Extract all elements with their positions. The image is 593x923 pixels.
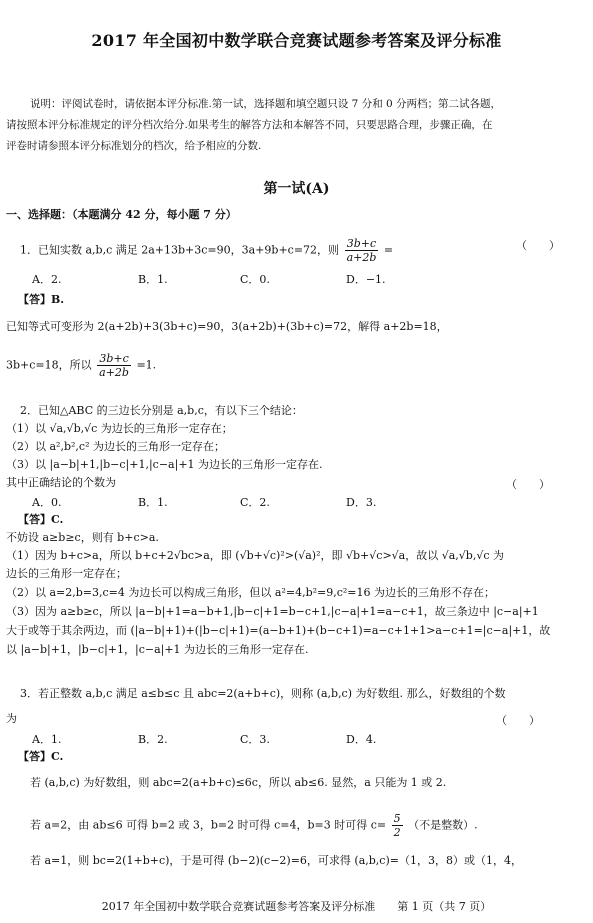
fraction-denominator: 2 xyxy=(393,826,401,839)
part-heading: 一、选择题：（本题满分 42 分，每小题 7 分） xyxy=(6,208,237,221)
q3-choice-d: D．4. xyxy=(346,733,377,746)
solution-2-result: =1. xyxy=(136,358,157,372)
question-1-text: 1．已知实数 a,b,c 满足 2a+13b+3c=90，3a+9b+c=72，则 xyxy=(20,243,340,257)
fraction-numerator: 5 xyxy=(393,812,401,825)
question-2-claim-1: （1）以 √a,√b,√c 为边长的三角形一定存在； xyxy=(6,422,233,435)
section-title: 第一试(A) xyxy=(263,181,330,197)
q2-choice-b: B．1. xyxy=(138,496,168,509)
scoring-note-line-2: 请按照本评分标准规定的评分档次给分.如果考生的解答方法和本解答不同，只要思路合理，步骤正确，在 xyxy=(6,119,493,131)
fraction-denominator: a+2b xyxy=(99,366,129,379)
solution-2-text: 若 a=2，由 ab≤6 可得 b=2 或 3，b=2 时可得 c=4，b=3 时可得 c= xyxy=(30,818,387,832)
question-1-answer-blank: （ ） xyxy=(516,239,560,252)
q2-choice-a: A．0. xyxy=(32,496,62,509)
q3-choice-b: B．2. xyxy=(138,733,168,746)
question-2-solution-3b: 大于或等于其余两边，而 (|a−b|+1)+(|b−c|+1)=(a−b+1)+(b−c+1)=a−c+1+1>a−c+1=|c−a|+1，故 xyxy=(6,624,551,637)
question-3-stem-2: 为 xyxy=(6,712,17,725)
q1-choice-b: B．1. xyxy=(138,273,168,286)
question-1-solution-1: 已知等式可变形为 2(a+2b)+3(3b+c)=90，3(a+2b)+(3b+c)=72，解得 a+2b=18， xyxy=(6,320,448,333)
question-3-solution-1: 若 (a,b,c) 为好数组，则 abc=2(a+b+c)≤6c，所以 ab≤6. 显然，a 只能为 1 或 2. xyxy=(30,776,447,789)
solution-2-text: 3b+c=18，所以 xyxy=(6,358,92,372)
question-2-solution-1: （1）因为 b+c>a，所以 b+c+2√bc>a，即 (√b+√c)²>(√a)²，即 √b+√c>√a，故以 √a,√b,√c 为 xyxy=(6,549,505,562)
question-3-answer: 【答】C. xyxy=(18,750,64,763)
q2-choice-d: D．3. xyxy=(346,496,377,509)
question-1-solution-2 xyxy=(6,352,156,379)
question-2-solution-3c: 以 |a−b|+1，|b−c|+1，|c−a|+1 为边长的三角形一定存在. xyxy=(6,643,309,656)
question-2-answer: 【答】C. xyxy=(18,513,64,526)
question-2-claim-3: （3）以 |a−b|+1,|b−c|+1,|c−a|+1 为边长的三角形一定存在. xyxy=(6,458,323,471)
fraction-numerator: 3b+c xyxy=(97,352,131,366)
q1-choice-d: D．−1. xyxy=(346,273,386,286)
question-2-solution-2: （2）以 a=2,b=3,c=4 为边长可以构成三角形，但以 a²=4,b²=9,c²=16 为边长的三角形不存在； xyxy=(6,586,496,599)
solution-2-fraction xyxy=(392,812,403,839)
question-3-solution-3: 若 a=1，则 bc=2(1+b+c)，于是可得 (b−2)(c−2)=6，可求得 (a,b,c)=（1，3，8）或（1，4， xyxy=(30,854,522,867)
document-title: 2017 年全国初中数学联合竞赛试题参考答案及评分标准 xyxy=(91,31,502,50)
question-3-stem: 3．若正整数 a,b,c 满足 a≤b≤c 且 abc=2(a+b+c)，则称 (a,b,c) 为好数组. 那么，好数组的个数 xyxy=(20,687,506,700)
scoring-note-line-1: 说明：评阅试卷时，请依据本评分标准.第一试，选择题和填空题只设 7 分和 0 分两档；第二试各题， xyxy=(30,98,502,110)
q1-choice-a: A．2. xyxy=(32,273,62,286)
fraction-numerator: 3b+c xyxy=(345,237,379,251)
question-1-fraction xyxy=(345,237,379,264)
solution-2-remark: （不是整数）. xyxy=(408,818,478,832)
q3-choice-c: C．3. xyxy=(240,733,270,746)
question-2-ask: 其中正确结论的个数为 xyxy=(6,476,116,489)
scoring-note-line-3: 评卷时请参照本评分标准划分的档次，给予相应的分数. xyxy=(6,140,262,152)
solution-2-fraction xyxy=(97,352,131,379)
question-2-answer-blank: （ ） xyxy=(506,478,550,491)
question-2-solution-3: （3）因为 a≥b≥c，所以 |a−b|+1=a−b+1,|b−c|+1=b−c+1,|c−a|+1=a−c+1，故三条边中 |c−a|+1 xyxy=(6,605,539,618)
question-2-stem: 2．已知△ABC 的三边长分别是 a,b,c，有以下三个结论： xyxy=(20,404,303,417)
page-footer: 2017 年全国初中数学联合竞赛试题参考答案及评分标准 第 1 页（共 7 页） xyxy=(101,900,492,913)
question-1-equals: = xyxy=(383,243,394,257)
question-3-solution-2 xyxy=(30,812,478,839)
q1-choice-c: C．0. xyxy=(240,273,270,286)
q3-choice-a: A．1. xyxy=(32,733,62,746)
question-2-solution-1b: 边长的三角形一定存在； xyxy=(6,567,127,580)
question-2-solution-0: 不妨设 a≥b≥c，则有 b+c>a. xyxy=(6,531,159,544)
question-1-answer: 【答】B. xyxy=(18,293,65,306)
question-1-stem xyxy=(20,237,393,264)
question-3-answer-blank: （ ） xyxy=(496,714,540,727)
q2-choice-c: C．2. xyxy=(240,496,270,509)
fraction-denominator: a+2b xyxy=(346,251,377,264)
question-2-claim-2: （2）以 a²,b²,c² 为边长的三角形一定存在； xyxy=(6,440,225,453)
